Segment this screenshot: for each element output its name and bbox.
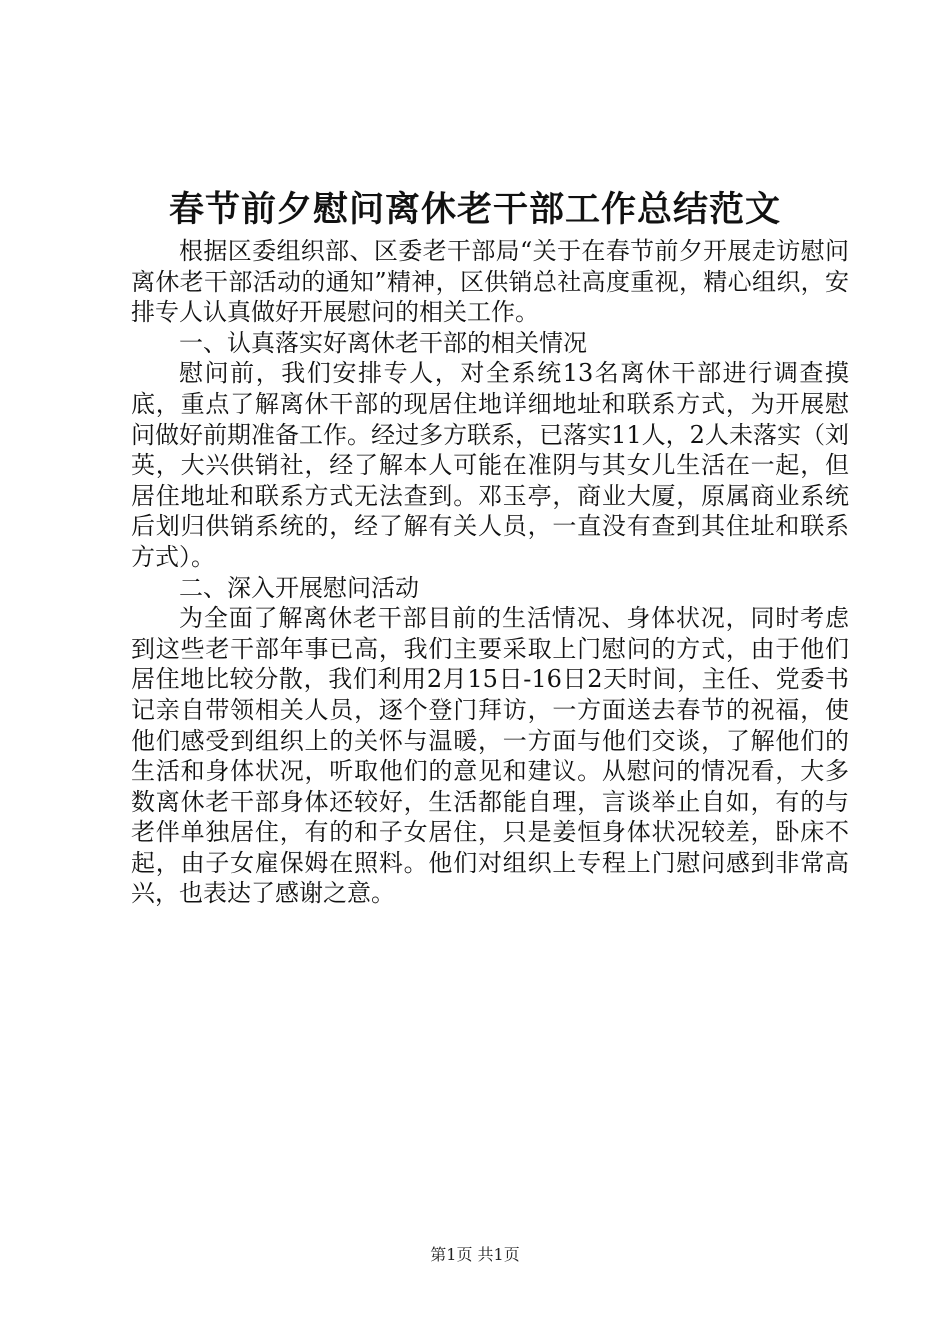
- section-heading-1: 一、认真落实好离休老干部的相关情况: [179, 328, 587, 357]
- page-footer: 第1页 共1页: [430, 1245, 520, 1264]
- document-title: 春节前夕慰问离休老干部工作总结范文: [168, 189, 781, 230]
- intro-paragraph: 根据区委组织部、区委老干部局“关于在春节前夕开展走访慰问离休老干部活动的通知”精神，区供销总社高度重视，精心组织，安排专人认真做好开展慰问的相关工作。: [131, 237, 849, 327]
- section-2-paragraph: 为全面了解离休老干部目前的生活情况、身体状况，同时考虑到这些老干部年事已高，我们主要采取上门慰问的方式，由于他们居住地比较分散，我们利用2月15日-16日2天时间，主任、党委书记亲自带领相关人员，逐个登门拜访，一方面送去春节的祝福，使他们感受到组织上的关怀与温暖，一方面与他们交谈，了解他们的生活和身体状况，听取他们的意见和建议。从慰问的情况看，大多数离休老干部身体还较好，生活都能自理，言谈举止自如，有的与老伴单独居住，有的和子女居住，只是姜恒身体状况较差，卧床不起，由子女雇保姆在照料。他们对组织上专程上门慰问感到非常高兴，也表达了感谢之意。: [131, 604, 849, 908]
- document-body: [131, 236, 849, 909]
- section-1-paragraph: 慰问前，我们安排专人，对全系统13名离休干部进行调查摸底，重点了解离休干部的现居住地详细地址和联系方式，为开展慰问做好前期准备工作。经过多方联系，已落实11人，2人未落实（刘英，大兴供销社，经了解本人可能在准阴与其女儿生活在一起，但居住地址和联系方式无法查到。邓玉亭，商业大厦，原属商业系统后划归供销系统的，经了解有关人员，一直没有查到其住址和联系方式）。: [131, 359, 849, 571]
- section-heading-2: 二、深入开展慰问活动: [179, 573, 419, 602]
